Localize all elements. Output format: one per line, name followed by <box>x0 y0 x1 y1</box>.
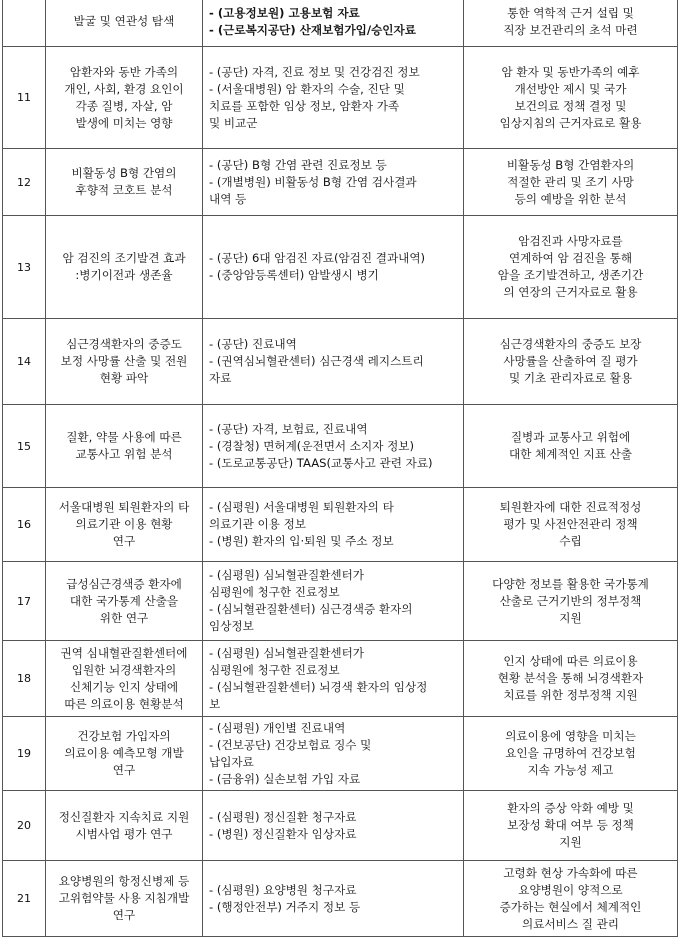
data-sources <box>203 47 464 149</box>
data-sources-line: 내역 등 <box>209 191 247 206</box>
table-row <box>3 717 678 791</box>
study-title-line: 의료기관 이용 현황 <box>75 517 173 531</box>
study-title-line: 후향적 코호트 분석 <box>75 183 173 197</box>
row-number: 11 <box>3 47 46 149</box>
expected-effect-line: 평가 및 사전안전관리 정책 <box>503 517 638 531</box>
study-title-line: 요양병원의 항정신병제 등 <box>58 874 190 888</box>
study-title-line: 고위험약물 사용 지침개발 <box>58 891 190 905</box>
expected-effect-line: 보건의료 정책 결정 및 <box>514 98 627 113</box>
table-row <box>3 562 678 641</box>
data-sources-line: - (개별병원) 비활동성 B형 간염 검사결과 <box>209 174 417 189</box>
expected-effect <box>464 405 678 488</box>
data-sources-line: - (심평원) 개인별 진료내역 <box>209 720 346 735</box>
data-sources-line: - (공단) B형 간염 관련 진료정보 등 <box>209 157 387 172</box>
study-title-line: 서울대병원 퇴원환자의 타 <box>58 500 190 514</box>
expected-effect-line: 지원 <box>559 610 582 625</box>
data-sources <box>203 405 464 488</box>
data-sources <box>203 216 464 319</box>
expected-effect-line: 의료이용에 영향을 미치는 <box>505 729 636 743</box>
study-title <box>46 562 203 641</box>
data-sources-line: - (심평원) 정신질환 청구자료 <box>209 809 357 824</box>
table-row <box>3 47 678 149</box>
study-title-line: 질환, 약물 사용에 따른 <box>66 430 182 444</box>
study-title-line: 교통사고 위험 분석 <box>75 447 173 461</box>
data-sources-line: 치료를 포함한 임상 정보, 암환자 가족 <box>209 98 400 113</box>
expected-effect <box>464 791 678 861</box>
expected-effect-line: 적절한 관리 및 조기 사망 <box>507 174 634 189</box>
study-title-line: 암 검진의 조기발견 효과 <box>62 251 186 265</box>
expected-effect-line: 직장 보건관리의 초석 마련 <box>503 22 638 37</box>
expected-effect-line: 인지 상태에 따른 의료이용 <box>503 654 638 668</box>
data-sources <box>203 0 464 47</box>
study-title <box>46 641 203 717</box>
data-sources-line: - (금융위) 실손보험 가입 자료 <box>209 771 361 786</box>
data-sources-line: 및 비교군 <box>209 115 258 130</box>
expected-effect-line: 현황 분석을 통해 뇌경색환자 <box>497 671 644 685</box>
expected-effect-line: 환자의 증상 악화 예방 및 <box>507 801 634 815</box>
expected-effect <box>464 562 678 641</box>
row-number: 14 <box>3 319 46 405</box>
data-sources <box>203 791 464 861</box>
expected-effect-line: 요인을 규명하여 건강보험 <box>505 746 636 760</box>
expected-effect-line: 의료서비스 질 관리 <box>522 916 619 931</box>
expected-effect <box>464 717 678 791</box>
study-title <box>46 861 203 937</box>
expected-effect-line: 심근경색환자의 중증도 보장 <box>499 337 642 351</box>
data-sources-line: - (공단) 자격, 보험료, 진료내역 <box>209 421 368 436</box>
data-sources-line: 자료 <box>209 371 232 385</box>
data-sources-line: 의료기관 이용 정보 <box>209 517 306 531</box>
expected-effect-line: 고령화 현상 가속화에 따른 <box>503 865 638 880</box>
expected-effect-line: 통한 역학적 근거 설립 및 <box>507 5 634 20</box>
data-sources-line: - (병원) 정신질환자 임상자료 <box>209 826 357 841</box>
data-sources-line: - (심평원) 요양병원 청구자료 <box>209 882 357 897</box>
row-number: 21 <box>3 861 46 937</box>
data-sources-line: - (심뇌혈관질환센터) 심근경색증 환자의 <box>209 602 413 616</box>
study-title-line: 위한 연구 <box>99 610 149 625</box>
study-title-line: 입원한 뇌경색환자의 <box>71 662 177 677</box>
study-title-line: 의료이용 예측모형 개발 <box>64 746 184 760</box>
expected-effect-line: 비활동성 B형 간염환자의 <box>506 157 635 172</box>
expected-effect-line: 수립 <box>559 534 582 548</box>
expected-effect-line: 대한 체계적인 지표 산출 <box>508 447 633 461</box>
data-sources-line: - (공단) 자격, 진료 정보 및 건강검진 정보 <box>209 64 420 79</box>
expected-effect-line: 질병과 교통사고 위험에 <box>510 430 631 444</box>
study-title <box>46 405 203 488</box>
data-sources-line: - (도로교통공단) TAAS(교통사고 관련 자료) <box>209 455 433 470</box>
expected-effect <box>464 0 678 47</box>
data-sources-line: - (건보공단) 건강보험료 징수 및 <box>209 737 372 752</box>
expected-effect-line: 치료를 위한 정부정책 지원 <box>503 688 638 702</box>
data-sources <box>203 149 464 216</box>
study-title-line: 개인, 사회, 환경 요인이 <box>64 81 184 96</box>
data-sources-line: - (심평원) 심뇌혈관질환센터가 <box>209 645 364 660</box>
study-title-line: 연구 <box>112 908 136 922</box>
data-sources-line: - (서울대병원) 암 환자의 수술, 진단 및 <box>209 81 405 96</box>
table-row <box>3 149 678 216</box>
data-sources-line: - (심평원) 심뇌혈관질환센터가 <box>209 568 364 582</box>
study-title <box>46 717 203 791</box>
table-row <box>3 488 678 562</box>
data-sources-line: - (중앙암등록센터) 암발생시 병기 <box>209 268 379 282</box>
data-sources-line: 납입자료 <box>209 754 254 769</box>
expected-effect-line: 등의 예방을 위한 분석 <box>514 191 627 206</box>
expected-effect <box>464 319 678 405</box>
expected-effect-line: 요양병원이 양적으로 <box>518 882 623 897</box>
expected-effect-line: 퇴원환자에 대한 진료적정성 <box>499 500 642 514</box>
study-title-line: 비활동성 B형 간염의 <box>71 166 177 180</box>
study-title <box>46 47 203 149</box>
table-row <box>3 216 678 319</box>
row-number: 20 <box>3 791 46 861</box>
expected-effect <box>464 861 678 937</box>
study-title-line: 권역 심내혈관질환센터에 <box>60 645 188 660</box>
data-sources <box>203 562 464 641</box>
row-number: 17 <box>3 562 46 641</box>
study-title-line: 보정 사망률 산출 및 전원 <box>60 354 188 368</box>
expected-effect-line: 암을 조기발견하고, 생존기간 <box>497 268 644 282</box>
expected-effect-line: 증가하는 현실에서 체계적인 <box>499 899 642 914</box>
study-title-line: 건강보험 가입자의 <box>77 729 171 743</box>
data-sources <box>203 641 464 717</box>
study-title-line: 연구 <box>112 763 136 777</box>
data-sources-line: - (근로복지공단) 산재보험가입/승인자료 <box>209 22 416 37</box>
data-sources-line: 심평원에 청구한 진료정보 <box>209 585 340 599</box>
data-sources <box>203 319 464 405</box>
expected-effect-line: 보장성 확대 여부 등 정책 <box>507 818 634 832</box>
expected-effect-line: 암검진과 사망자료를 <box>518 234 623 248</box>
row-number: 18 <box>3 641 46 717</box>
expected-effect <box>464 641 678 717</box>
study-title <box>46 0 203 47</box>
expected-effect-line: 의 연장의 근거자료로 활용 <box>503 285 638 299</box>
data-sources-line: - (경찰청) 면허계(운전면서 소지자 정보) <box>209 438 415 453</box>
table-row <box>3 405 678 488</box>
study-title-line: 발굴 및 연관성 탐색 <box>73 14 175 28</box>
row-number <box>3 0 46 47</box>
study-title <box>46 149 203 216</box>
research-table <box>2 0 678 937</box>
table-row <box>3 791 678 861</box>
expected-effect-line: 연계하여 암 검진을 통해 <box>508 251 633 265</box>
study-title <box>46 791 203 861</box>
study-title-line: 신체기능 인지 상태에 <box>69 679 179 694</box>
study-title-line: 현황 파악 <box>99 371 149 385</box>
study-title-line: :병기이전과 생존율 <box>75 268 173 282</box>
row-number: 15 <box>3 405 46 488</box>
study-title-line: 시범사업 평가 연구 <box>75 826 173 841</box>
study-title <box>46 319 203 405</box>
row-number: 12 <box>3 149 46 216</box>
expected-effect-line: 사망률을 산출하여 질 평가 <box>503 354 638 368</box>
data-sources-line: - (병원) 환자의 입·퇴원 및 주소 정보 <box>209 534 394 548</box>
expected-effect-line: 개선방안 제시 및 국가 <box>514 81 627 96</box>
data-sources-line: - (심뇌혈관질환센터) 뇌경색 환자의 임상정 <box>209 679 428 694</box>
expected-effect-line: 지원 <box>559 835 582 849</box>
study-title <box>46 216 203 319</box>
study-title-line: 정신질환자 지속치료 지원 <box>58 809 190 824</box>
expected-effect <box>464 216 678 319</box>
data-sources-line: - (권역심뇌혈관센터) 심근경색 레지스트리 <box>209 354 424 368</box>
study-title-line: 암환자와 동반 가족의 <box>69 64 179 79</box>
data-sources-line: - (공단) 6대 암검진 자료(암검진 결과내역) <box>209 251 426 265</box>
expected-effect-line: 지속 가능성 제고 <box>527 763 614 777</box>
data-sources <box>203 488 464 562</box>
study-title-line: 연구 <box>112 534 136 548</box>
expected-effect-line: 및 기초 관리자료로 활용 <box>508 371 633 385</box>
table-row <box>3 319 678 405</box>
expected-effect-line: 임상지침의 근거자료로 활용 <box>499 115 642 130</box>
row-number: 19 <box>3 717 46 791</box>
expected-effect <box>464 47 678 149</box>
study-title-line: 대한 국가통계 산출을 <box>69 593 179 608</box>
data-sources <box>203 717 464 791</box>
expected-effect-line: 산출로 근거기반의 정부정책 <box>499 593 642 608</box>
study-title <box>46 488 203 562</box>
study-title-line: 급성심근경색증 환자에 <box>66 576 182 591</box>
table-row <box>3 0 678 47</box>
expected-effect <box>464 149 678 216</box>
study-title-line: 각종 질병, 자살, 암 <box>75 98 173 113</box>
row-number: 13 <box>3 216 46 319</box>
data-sources-line: 임상정보 <box>209 619 254 633</box>
study-title-line: 발생에 미치는 영향 <box>75 115 173 130</box>
study-title-line: 심근경색환자의 중증도 <box>66 337 182 351</box>
data-sources-line: - (공단) 진료내역 <box>209 337 297 351</box>
data-sources <box>203 861 464 937</box>
data-sources-line: 심평원에 청구한 진료정보 <box>209 662 340 677</box>
data-sources-line: 보 <box>209 696 221 711</box>
data-sources-line: - (심평원) 서울대병원 퇴원환자의 타 <box>209 500 394 514</box>
table-row <box>3 641 678 717</box>
expected-effect <box>464 488 678 562</box>
study-title-line: 따른 의료이용 현황분석 <box>64 696 184 711</box>
data-sources-line: - (고용정보원) 고용보험 자료 <box>209 5 360 20</box>
table-row <box>3 861 678 937</box>
expected-effect-line: 암 환자 및 동반가족의 예후 <box>501 64 640 79</box>
data-sources-line: - (행정안전부) 거주지 정보 등 <box>209 899 361 914</box>
expected-effect-line: 다양한 정보를 활용한 국가통계 <box>492 576 649 591</box>
row-number: 16 <box>3 488 46 562</box>
